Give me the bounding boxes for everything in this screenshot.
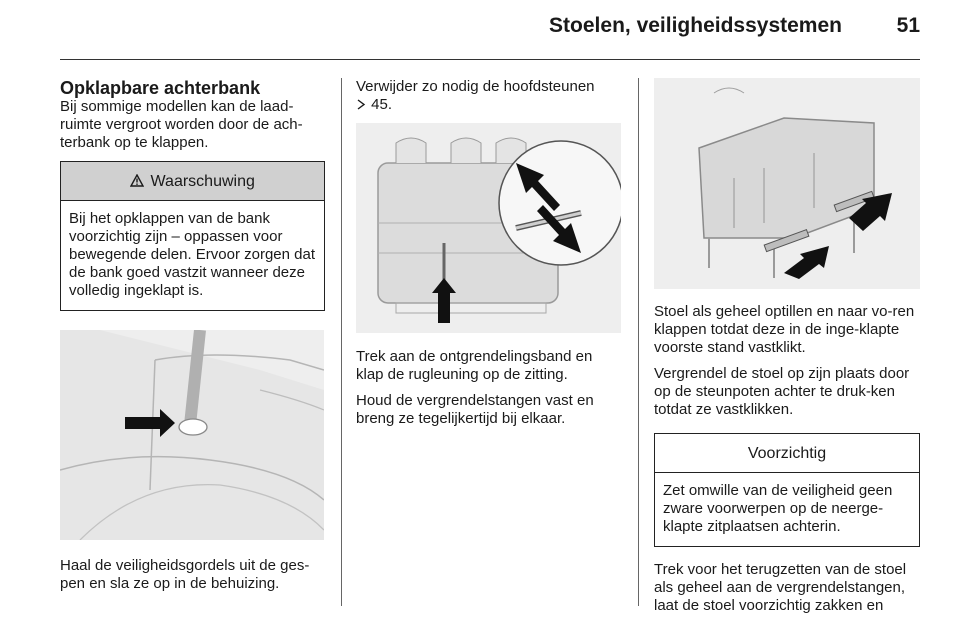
paragraph-lift-seat: Stoel als geheel optillen en naar vo-ren klappen totdat deze in de inge-klapte voorste stand vastklikt. — [654, 303, 915, 356]
paragraph-lock-seat: Vergrendel de stoel op zijn plaats door op de steunpoten achter te druk-ken totdat ze vastklikken. — [654, 365, 910, 418]
column-2 — [356, 78, 623, 428]
arrow-reference-icon — [356, 96, 371, 113]
caution-header: Voorzichtig — [655, 434, 919, 473]
caution-box — [654, 433, 920, 547]
warning-label: Waarschuwing — [150, 173, 255, 190]
column-1 — [60, 78, 325, 593]
folded-seat-illustration — [654, 78, 920, 289]
warning-header — [61, 162, 324, 201]
rear-bench-illustration — [356, 123, 621, 333]
warning-box — [60, 161, 325, 311]
column-divider — [341, 78, 342, 606]
paragraph-pull-strap: Trek aan de ontgrendelingsband en klap de rugleuning op de zitting. — [356, 348, 593, 383]
paragraph-reset-seat: Trek voor het terugzetten van de stoel als geheel aan de vergrendelstangen, laat de stoel voorzichtig zakken en — [654, 561, 907, 614]
page-reference[interactable]: 45. — [371, 96, 393, 113]
intro-paragraph: Bij sommige modellen kan de laad-ruimte vergroot worden door de ach-terbank op te klappen. — [60, 98, 303, 151]
intro-text: Verwijder zo nodig de hoofdsteunen — [356, 78, 595, 95]
intro-paragraph — [356, 78, 623, 114]
warning-text: Bij het opklappen van de bank voorzichtig zijn – oppassen voor bewegende delen. Ervoor zorgen dat de bank goed vastzit wanneer deze volledig ingeklapt is. — [69, 210, 316, 299]
warning-triangle-icon — [130, 173, 148, 190]
section-title: Opklapbare achterbank — [60, 78, 261, 98]
column-3 — [654, 78, 920, 615]
seatbelt-illustration — [60, 330, 324, 540]
header-divider — [60, 59, 920, 60]
caution-text: Zet omwille van de veiligheid geen zware voorwerpen op de neerge-klapte zitplaatsen achterin. — [663, 482, 893, 535]
paragraph-hold-rods: Houd de vergrendelstangen vast en breng ze tegelijkertijd bij elkaar. — [356, 392, 594, 427]
page-number: 51 — [896, 14, 920, 37]
page-header-title: Stoelen, veiligheidssystemen — [549, 14, 842, 37]
figure-caption: Haal de veiligheidsgordels uit de ges-pen en sla ze op in de behuizing. — [60, 557, 310, 592]
column-divider — [638, 78, 639, 606]
